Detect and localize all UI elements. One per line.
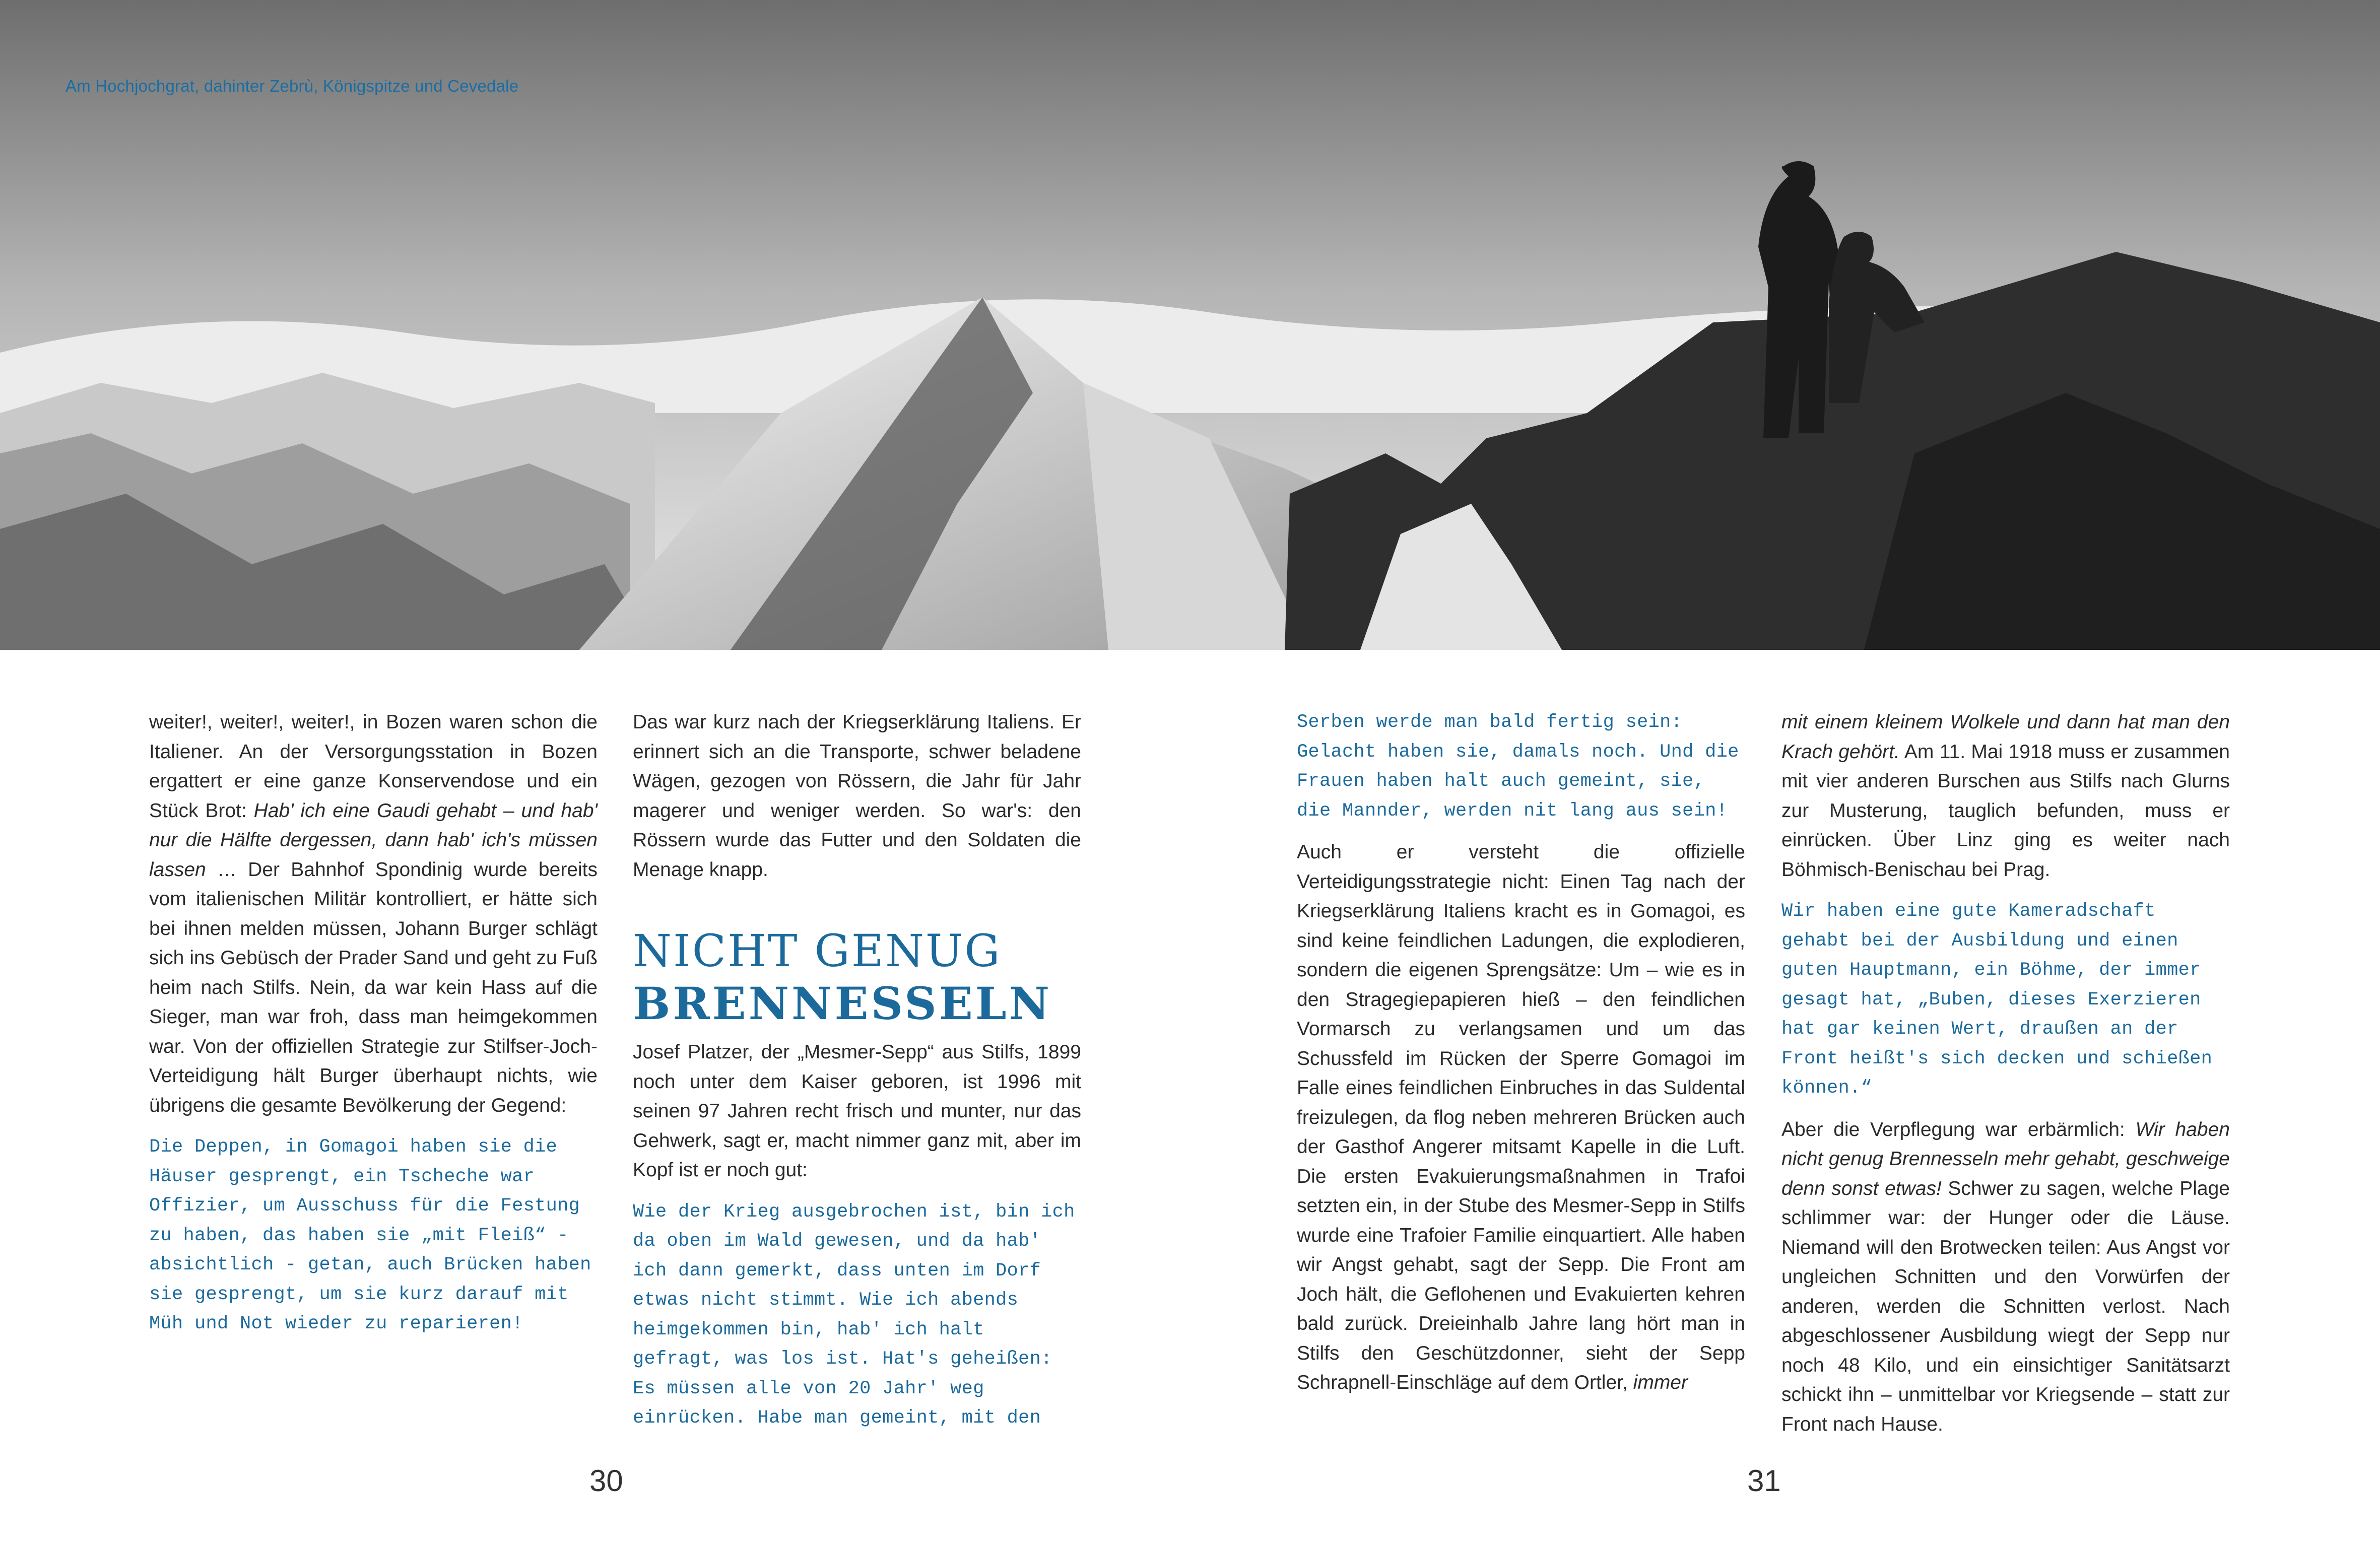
- paragraph: Josef Platzer, der „Mesmer-Sepp“ aus Stilfs, 1899 noch unter dem Kaiser geboren, ist 1996 mit seinen 97 Jahren recht frisch und munter, nur das Gehwerk, sagt er, macht nimmer ganz mit, aber im Kopf ist er noch gut:: [633, 1041, 1081, 1181]
- paragraph: Das war kurz nach der Kriegserklärung Italiens. Er erinnert sich an die Transporte, schwer beladene Wägen, gezogen von Rössern, die Jahr für Jahr magerer und weniger werden. So war's: den Rössern wurde das Futter und den Soldaten die Menage knapp.: [633, 711, 1081, 881]
- section-heading: [633, 925, 1081, 1030]
- italic-run: immer: [1633, 1372, 1688, 1393]
- typewriter-quote: Serben werde man bald fertig sein: Gelacht haben sie, damals noch. Und die Frauen haben halt auch gemeint, sie, die Mannder, werden nit lang aus sein!: [1297, 712, 1739, 822]
- left-page-column-2: [633, 708, 1081, 1445]
- text-run: weiter!, weiter!, weiter!, in Bozen waren schon die Italiener. An der Versorgungsstation in Bozen ergattert er eine ganze Konservendose und ein Stück Brot:: [149, 711, 598, 822]
- page-number-left: 30: [589, 1464, 623, 1498]
- italic-run: mit einem kleinem Wolkele und dann hat man den Krach gehört.: [1781, 711, 2230, 763]
- paragraph: [1781, 708, 2230, 885]
- italic-quote-run: Hab' ich eine Gaudi gehabt – und hab' nur die Hälfte dergessen, dann hab' ich's müssen lassen: [149, 799, 598, 881]
- heading-line-1: NICHT GENUG: [633, 925, 1002, 977]
- photo-caption: Am Hochjochgrat, dahinter Zebrù, Königspitze und Cevedale: [65, 77, 519, 95]
- right-page-column-4: [1781, 708, 2230, 1451]
- text-run: Aber die Verpflegung war erbärmlich:: [1781, 1118, 2136, 1140]
- italic-run: Wir haben nicht genug Brennesseln mehr gehabt, geschweige denn sonst etwas!: [1781, 1118, 2230, 1199]
- text-run: Am 11. Mai 1918 muss er zusammen mit vier anderen Burschen aus Stilfs nach Glurns zur Musterung, tauglich befunden, muss er einrücken. Über Linz ging es weiter nach Böhmisch-Benischau bei Prag.: [1781, 741, 2230, 881]
- paragraph: [149, 708, 598, 1120]
- text-run: Auch er versteht die offizielle Verteidigungsstrategie nicht: Einen Tag nach der Kriegserklärung Italiens kracht es in Gomagoi, es sind keine feindlichen Ladungen, die explodieren, sondern die eigenen Sprengsätze: Um – wie es in den Stragegiepapieren hieß – den feindlichen Vormarsch zu verlangsamen und um das Schussfeld im Rücken der Sperre Gomagoi im Falle eines feindlichen Einbruches in das Suldental freizulegen, da flog neben mehreren Brücken auch der Gasthof Angerer mitsamt Kapelle in die Luft. Die ersten Evakuierungsmaßnahmen in Trafoi setzten ein, in der Stube des Mesmer-Sepp in Stilfs wurde eine Trafoier Familie einquartiert. Alle haben wir Angst gehabt, sagt der Sepp. Die Front am Joch hält, die Geflohenen und Evakuierten kehren bald zurück. Dreieinhalb Jahre lang hört man in Stilfs den Geschützdonner, sieht der Sepp Schrapnell-Einschläge auf dem Ortler,: [1297, 841, 1745, 1393]
- heading-line-2: BRENNESSELN: [633, 977, 1052, 1030]
- typewriter-quote: Wie der Krieg ausgebrochen ist, bin ich da oben im Wald gewesen, und da hab' ich dann gemerkt, dass unten im Dorf etwas nicht stimmt. Wie ich abends heimgekommen bin, hab' ich halt gefragt, was los ist. Hat's geheißen: Es müssen alle von 20 Jahr' weg einrücken. Habe man gemeint, mit den: [633, 1201, 1075, 1429]
- typewriter-quote: Die Deppen, in Gomagoi haben sie die Häuser gesprengt, ein Tscheche war Offizier, um Ausschuss für die Festung zu haben, das haben sie „mit Fleiß“ - absichtlich - getan, auch Brücken haben sie gesprengt, um sie kurz darauf mit Müh und Not wieder zu reparieren!: [149, 1136, 591, 1334]
- right-page-column-3: [1297, 708, 1745, 1410]
- paragraph: [1781, 1115, 2230, 1440]
- page-number-right: 31: [1747, 1464, 1781, 1498]
- text-run: … Der Bahnhof Spondinig wurde bereits vom italienischen Militär kontrolliert, er hätte sich bei ihnen melden müssen, Johann Burger schlägt sich ins Gebüsch der Prader Sand und geht zu Fuß heim nach Stilfs. Nein, da war kein Hass auf die Sieger, man war froh, dass man heimgekommen war. Von der offiziellen Strategie zur Stilfser-Joch-Verteidigung hält Burger überhaupt nichts, wie übrigens die gesamte Bevölkerung der Gegend:: [149, 858, 598, 1116]
- left-page-column-1: [149, 708, 598, 1351]
- text-run: Schwer zu sagen, welche Plage schlimmer war: der Hunger oder die Läuse. Niemand will den Brotwecken teilen: Aus Angst vor ungleichen Schnitten und den Vorwürfen der anderen, werden die Schnitten verlost. Nach abgeschlossener Ausbildung wiegt der Sepp nur noch 48 Kilo, und ein einsichtiger Sanitätsarzt schickt ihn – unmittelbar vor Kriegsende – statt zur Front nach Hause.: [1781, 1177, 2230, 1435]
- mountain-illustration: [0, 0, 2380, 650]
- typewriter-quote: Wir haben eine gute Kameradschaft gehabt bei der Ausbildung und einen guten Hauptmann, ein Böhme, der immer gesagt hat, „Buben, dieses Exerzieren hat gar keinen Wert, draußen an der Front heißt's sich decken und schießen können.“: [1781, 901, 2213, 1099]
- paragraph: [1297, 838, 1745, 1398]
- mountain-panorama-photo: [0, 0, 2380, 650]
